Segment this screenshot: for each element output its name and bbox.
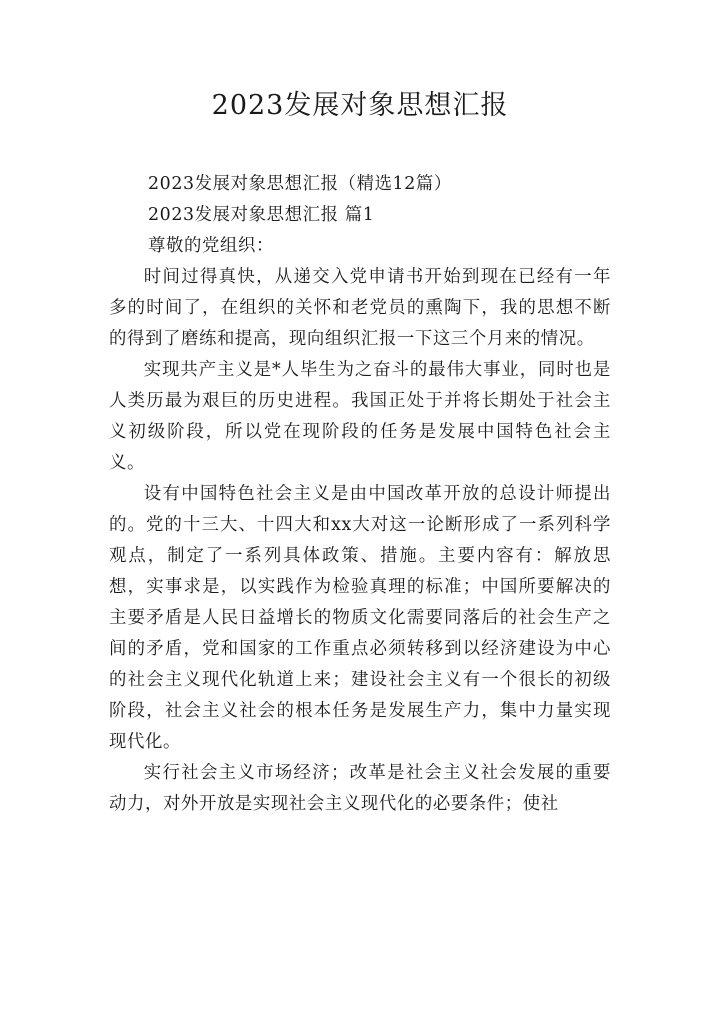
document-title: 2023发展对象思想汇报	[211, 90, 509, 121]
body-paragraph: 时间过得真快，从递交入党申请书开始到现在已经有一年多的时间了，在组织的关怀和老党员的熏陶下，我的思想不断的得到了磨练和提高，现向组织汇报一下这三个月来的情况。	[109, 267, 611, 349]
document-subtitle: 2023发展对象思想汇报（精选12篇）	[148, 174, 452, 194]
salutation: 尊敬的党组织：	[148, 236, 274, 256]
document-body	[109, 169, 611, 820]
body-paragraph: 实行社会主义市场经济；改革是社会主义社会发展的重要动力，对外开放是实现社会主义现代化的必要条件；使社	[109, 763, 611, 814]
body-paragraph: 实现共产主义是*人毕生为之奋斗的最伟大事业，同时也是人类历最为艰巨的历史进程。我国正处于并将长期处于社会主义初级阶段，所以党在现阶段的任务是发展中国特色社会主义。	[109, 360, 611, 473]
body-paragraph: 设有中国特色社会主义是由中国改革开放的总设计师提出的。党的十三大、十四大和xx大对这一论断形成了一系列科学观点，制定了一系列具体政策、措施。主要内容有：解放思想，实事求是，以实践作为检验真理的标准；中国所要解决的主要矛盾是人民日益增长的物质文化需要同落后的社会生产之间的矛盾，党和国家的工作重点必须转移到以经济建设为中心的社会主义现代化轨道上来；建设社会主义有一个很长的初级阶段，社会主义社会的根本任务是发展生产力，集中力量实现现代化。	[109, 484, 611, 752]
section-heading: 2023发展对象思想汇报 篇1	[148, 205, 375, 225]
